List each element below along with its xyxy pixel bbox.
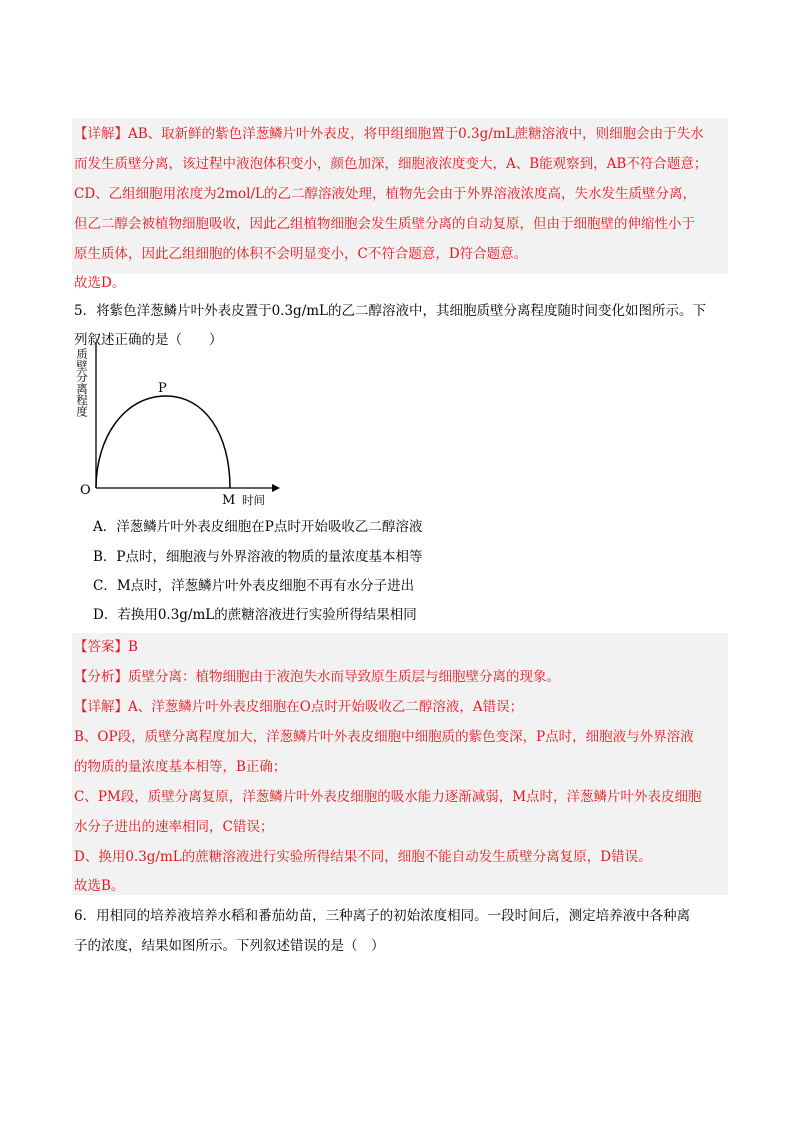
q5-option-a: A．洋葱鳞片叶外表皮细胞在P点时开始吸收乙二醇溶液 <box>93 519 423 535</box>
point-m-label: M <box>222 493 236 508</box>
detail-line: 【详解】A、洋葱鳞片叶外表皮细胞在O点时开始吸收乙二醇溶液，A错误； <box>74 699 524 715</box>
detail-line: D、换用0.3g/mL的蔗糖溶液进行实验所得结果不同，细胞不能自动发生质壁分离复原，D错误。 <box>74 849 652 865</box>
x-axis-arrow <box>272 484 280 492</box>
separation-curve <box>96 396 230 488</box>
conclusion-q5: 故选B。 <box>74 878 125 894</box>
detail-line: 【详解】AB、取新鲜的紫色洋葱鳞片叶外表皮，将甲组细胞置于0.3g/mL蔗糖溶液中，则细胞会由于失水 <box>74 126 704 142</box>
separation-curve-graph <box>74 338 284 514</box>
detail-line: 原生质体，因此乙组细胞的体积不会明显变小，C不符合题意，D符合题意。 <box>74 246 528 262</box>
detail-line: C、PM段，质壁分离复原，洋葱鳞片叶外表皮细胞的吸水能力逐渐减弱，M点时，洋葱鳞片叶外表皮细胞 <box>74 789 702 805</box>
x-axis-label: 时间 <box>242 493 265 507</box>
q6-stem-line1: 6．用相同的培养液培养水稻和番茄幼苗，三种离子的初始浓度相同。一段时间后，测定培养液中各种离 <box>74 908 691 924</box>
q5-stem-line1: 5．将紫色洋葱鳞片叶外表皮置于0.3g/mL的乙二醇溶液中，其细胞质壁分离程度随时间变化如图所示。下 <box>74 303 707 319</box>
q5-stem-line2: 列叙述正确的是（ ） <box>74 332 223 348</box>
detail-line: 而发生质壁分离，该过程中液泡体积变小，颜色加深，细胞液浓度变大，A、B能观察到，AB不符合题意； <box>74 156 708 172</box>
q5-option-b: B．P点时，细胞液与外界溶液的物质的量浓度基本相等 <box>93 549 423 565</box>
point-p-label: P <box>158 381 167 396</box>
detail-line: 水分子进出的速率相同，C错误； <box>74 819 274 835</box>
y-axis-label: 质壁分离程度 <box>75 348 89 417</box>
detail-line: 的物质的量浓度基本相等，B正确； <box>74 759 287 775</box>
q5-figure <box>74 338 284 518</box>
q6-stem-line2: 子的浓度，结果如图所示。下列叙述错误的是（ ） <box>74 938 385 954</box>
conclusion-q4: 故选D。 <box>74 275 126 291</box>
detail-line: 但乙二醇会被植物细胞吸收，因此乙组植物细胞会发生质壁分离的自动复原，但由于细胞壁的伸缩性小于 <box>74 216 695 232</box>
origin-label: O <box>80 483 91 498</box>
q5-option-c: C．M点时，洋葱鳞片叶外表皮细胞不再有水分子进出 <box>93 578 415 594</box>
q5-option-d: D．若换用0.3g/mL的蔗糖溶液进行实验所得结果相同 <box>93 607 417 623</box>
answer-label: 【答案】B <box>74 639 138 655</box>
analysis-line: 【分析】质壁分离：植物细胞由于液泡失水而导致原生质层与细胞壁分离的现象。 <box>74 669 560 685</box>
detail-line: B、OP段，质壁分离程度加大，洋葱鳞片叶外表皮细胞中细胞质的紫色变深，P点时，细胞液与外界溶液 <box>74 729 694 745</box>
detail-line: CD、乙组细胞用浓度为2mol/L的乙二醇溶液处理，植物先会由于外界溶液浓度高，失水发生质壁分离， <box>74 186 697 202</box>
